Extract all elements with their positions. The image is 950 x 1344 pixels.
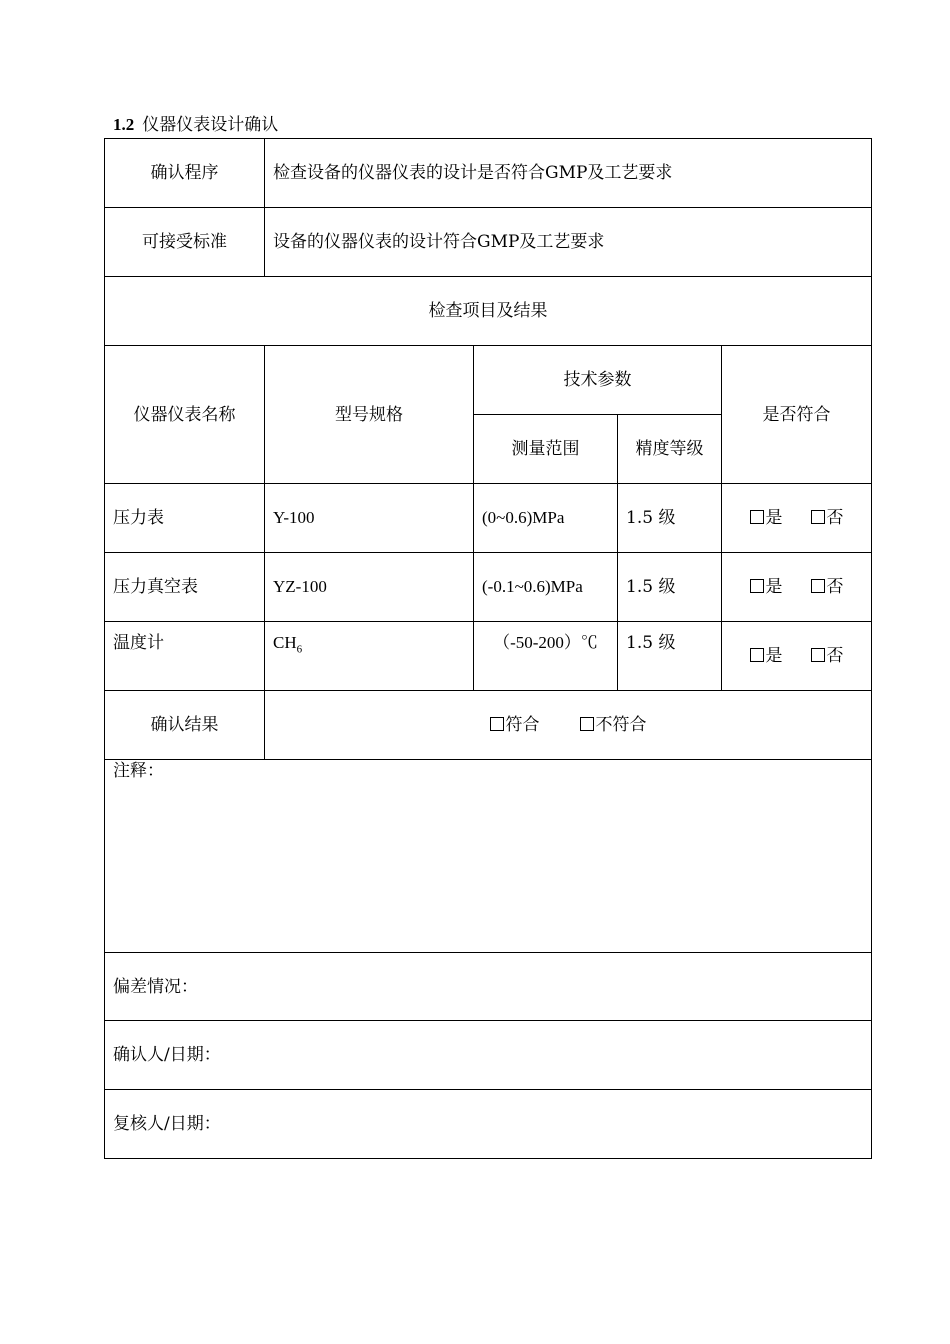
criteria-row [105,208,872,277]
col-header-model: 型号规格 [265,346,474,484]
col-header-compliant: 是否符合 [722,346,872,484]
procedure-value: 检查设备的仪器仪表的设计是否符合GMP及工艺要求 [265,139,872,208]
no-checkbox[interactable] [811,507,844,529]
section-heading [113,114,278,136]
checkbox-box-icon [750,648,764,662]
yes-checkbox[interactable] [750,507,783,529]
table-row [105,484,872,553]
col-header-name: 仪器仪表名称 [105,346,265,484]
section-title-row [105,277,872,346]
notes-label: 注释： [113,761,164,781]
section-title: 仪器仪表设计确认 [142,115,279,135]
deviation-field[interactable] [105,953,872,1021]
yes-label: 是 [765,508,783,528]
pass-checkbox[interactable] [490,714,540,736]
checkbox-box-icon [580,717,594,731]
reviewer-label: 复核人/日期： [113,1114,221,1134]
notes-field[interactable] [105,760,872,953]
confirmer-label: 确认人/日期： [113,1045,221,1065]
check-items-title: 检查项目及结果 [105,277,872,346]
reviewer-row [105,1090,872,1159]
confirmer-field[interactable] [105,1021,872,1090]
checkbox-box-icon [811,510,825,524]
yes-label: 是 [765,646,783,666]
accuracy-class: 1.5 级 [618,484,722,553]
measurement-range: (-0.1~0.6)MPa [474,553,618,622]
no-label: 否 [826,646,844,666]
deviation-row [105,953,872,1021]
instrument-design-confirmation-table [104,138,872,1159]
measurement-range: （-50-200）℃ [474,622,618,691]
confirmation-result-row [105,691,872,760]
compliance-checkboxes [722,622,872,691]
yes-checkbox[interactable] [750,576,783,598]
instrument-name: 温度计 [105,622,265,691]
col-header-range: 测量范围 [474,415,618,484]
section-number: 1.2 [113,115,135,134]
compliance-checkboxes [722,553,872,622]
col-header-tech-params: 技术参数 [474,346,722,415]
checkbox-box-icon [750,510,764,524]
model-base: CH [273,633,297,652]
result-checkboxes [265,691,872,760]
table-row [105,553,872,622]
instrument-model: YZ-100 [265,553,474,622]
accuracy-class: 1.5 级 [618,622,722,691]
fail-checkbox[interactable] [580,714,647,736]
table-row [105,622,872,691]
checkbox-box-icon [490,717,504,731]
yes-checkbox[interactable] [750,645,783,667]
confirmer-row [105,1021,872,1090]
col-header-accuracy: 精度等级 [618,415,722,484]
no-label: 否 [826,577,844,597]
notes-row [105,760,872,953]
instrument-name: 压力真空表 [105,553,265,622]
accuracy-class: 1.5 级 [618,553,722,622]
header-row-1 [105,346,872,415]
reviewer-field[interactable] [105,1090,872,1159]
fail-label: 不符合 [595,715,647,735]
checkbox-box-icon [750,579,764,593]
compliance-checkboxes [722,484,872,553]
pass-label: 符合 [505,715,540,735]
no-label: 否 [826,508,844,528]
deviation-label: 偏差情况： [113,976,198,997]
checkbox-box-icon [811,648,825,662]
checkbox-box-icon [811,579,825,593]
criteria-value: 设备的仪器仪表的设计符合GMP及工艺要求 [265,208,872,277]
yes-label: 是 [765,577,783,597]
no-checkbox[interactable] [811,645,844,667]
no-checkbox[interactable] [811,576,844,598]
procedure-label: 确认程序 [105,139,265,208]
criteria-label: 可接受标准 [105,208,265,277]
instrument-model [265,622,474,691]
model-subscript: 6 [296,643,303,656]
instrument-name: 压力表 [105,484,265,553]
instrument-model: Y-100 [265,484,474,553]
result-label: 确认结果 [105,691,265,760]
procedure-row [105,139,872,208]
measurement-range: (0~0.6)MPa [474,484,618,553]
